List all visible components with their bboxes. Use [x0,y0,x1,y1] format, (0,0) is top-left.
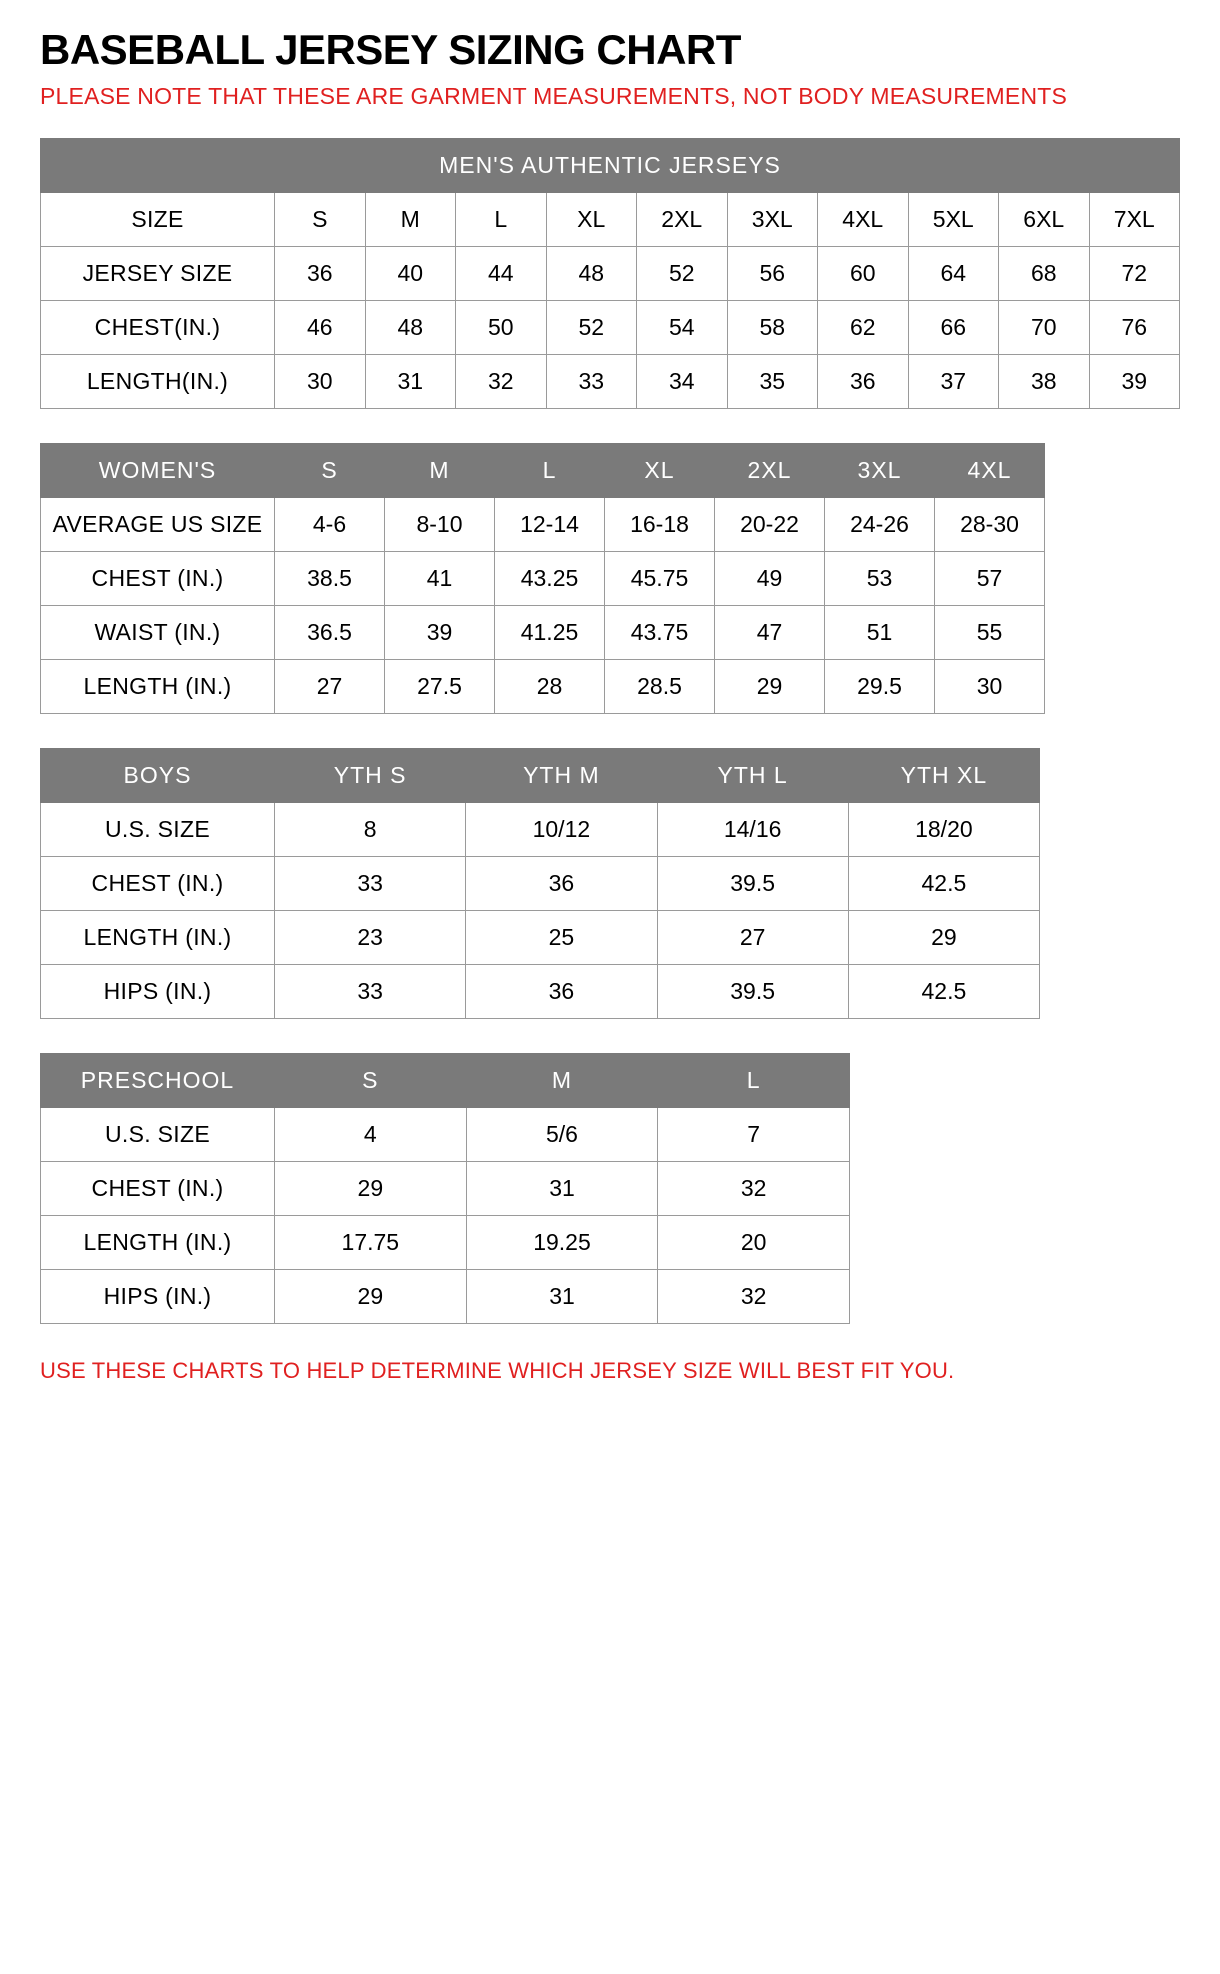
cell: 31 [466,1161,658,1215]
size-header: L [456,192,547,246]
cell: 51 [825,605,935,659]
cell: 33 [275,964,466,1018]
cell: 64 [908,246,999,300]
page-title: BASEBALL JERSEY SIZING CHART [40,26,741,73]
cell: 23 [275,910,466,964]
row-label: LENGTH (IN.) [41,1215,275,1269]
cell: 29 [275,1161,467,1215]
cell: 33 [546,354,637,408]
cell: 48 [365,300,456,354]
table-row [41,1269,850,1323]
cell: 41.25 [495,605,605,659]
header-label: SIZE [41,192,275,246]
size-header: S [275,443,385,497]
cell: 29 [848,910,1039,964]
cell: 76 [1089,300,1180,354]
row-label: U.S. SIZE [41,1107,275,1161]
cell: 29 [715,659,825,713]
cell: 52 [546,300,637,354]
table-header-row [41,748,1040,802]
cell: 70 [999,300,1090,354]
cell: 43.25 [495,551,605,605]
row-label: JERSEY SIZE [41,246,275,300]
footer-note: USE THESE CHARTS TO HELP DETERMINE WHICH JERSEY SIZE WILL BEST FIT YOU. [40,1357,955,1383]
cell: 17.75 [275,1215,467,1269]
table-row [41,605,1045,659]
row-label: HIPS (IN.) [41,1269,275,1323]
cell: 28-30 [935,497,1045,551]
size-header: M [365,192,456,246]
cell: 12-14 [495,497,605,551]
table-row [41,246,1180,300]
cell: 52 [637,246,728,300]
table-row [41,802,1040,856]
size-header: YTH M [466,748,657,802]
cell: 28 [495,659,605,713]
size-header: 7XL [1089,192,1180,246]
row-label: CHEST (IN.) [41,551,275,605]
cell: 27.5 [385,659,495,713]
table-row [41,1215,850,1269]
cell: 4-6 [275,497,385,551]
size-header: 2XL [715,443,825,497]
cell: 32 [658,1269,850,1323]
header-label: BOYS [41,748,275,802]
cell: 39 [1089,354,1180,408]
table-row [41,300,1180,354]
size-header: L [495,443,605,497]
row-label: LENGTH (IN.) [41,659,275,713]
size-header: XL [546,192,637,246]
cell: 55 [935,605,1045,659]
cell: 25 [466,910,657,964]
cell: 53 [825,551,935,605]
size-header: 6XL [999,192,1090,246]
size-header: M [385,443,495,497]
cell: 38.5 [275,551,385,605]
cell: 32 [658,1161,850,1215]
cell: 38 [999,354,1090,408]
cell: 50 [456,300,547,354]
row-label: LENGTH(IN.) [41,354,275,408]
boys-sizing-table [40,748,1040,1019]
cell: 41 [385,551,495,605]
size-header: 2XL [637,192,728,246]
cell: 36 [466,964,657,1018]
size-header: S [275,1053,467,1107]
size-header: S [275,192,366,246]
cell: 47 [715,605,825,659]
cell: 66 [908,300,999,354]
size-header: XL [605,443,715,497]
cell: 46 [275,300,366,354]
row-label: WAIST (IN.) [41,605,275,659]
cell: 49 [715,551,825,605]
table-row [41,551,1045,605]
row-label: AVERAGE US SIZE [41,497,275,551]
cell: 31 [466,1269,658,1323]
cell: 39 [385,605,495,659]
cell: 28.5 [605,659,715,713]
table-row [41,856,1040,910]
cell: 48 [546,246,637,300]
mens-banner-label: MEN'S AUTHENTIC JERSEYS [41,138,1180,192]
cell: 27 [657,910,848,964]
cell: 5/6 [466,1107,658,1161]
cell: 36 [466,856,657,910]
size-header: L [658,1053,850,1107]
cell: 4 [275,1107,467,1161]
cell: 54 [637,300,728,354]
cell: 40 [365,246,456,300]
cell: 8 [275,802,466,856]
row-label: HIPS (IN.) [41,964,275,1018]
cell: 72 [1089,246,1180,300]
cell: 24-26 [825,497,935,551]
cell: 56 [727,246,818,300]
cell: 39.5 [657,856,848,910]
table-row [41,1161,850,1215]
cell: 57 [935,551,1045,605]
cell: 18/20 [848,802,1039,856]
cell: 37 [908,354,999,408]
cell: 29 [275,1269,467,1323]
header-label: WOMEN'S [41,443,275,497]
cell: 32 [456,354,547,408]
table-banner-row [41,138,1180,192]
table-row [41,659,1045,713]
table-row [41,354,1180,408]
cell: 36.5 [275,605,385,659]
cell: 31 [365,354,456,408]
size-header: YTH XL [848,748,1039,802]
table-header-row [41,443,1045,497]
size-header: 5XL [908,192,999,246]
measurement-note: PLEASE NOTE THAT THESE ARE GARMENT MEASUREMENTS, NOT BODY MEASUREMENTS [40,83,1068,110]
cell: 42.5 [848,964,1039,1018]
cell: 44 [456,246,547,300]
size-header: 4XL [935,443,1045,497]
row-label: LENGTH (IN.) [41,910,275,964]
preschool-sizing-table [40,1053,850,1324]
size-header: 3XL [825,443,935,497]
cell: 33 [275,856,466,910]
cell: 29.5 [825,659,935,713]
cell: 16-18 [605,497,715,551]
row-label: CHEST (IN.) [41,1161,275,1215]
cell: 36 [818,354,909,408]
womens-sizing-table [40,443,1045,714]
row-label: CHEST(IN.) [41,300,275,354]
table-row [41,497,1045,551]
cell: 36 [275,246,366,300]
table-row [41,964,1040,1018]
cell: 62 [818,300,909,354]
row-label: CHEST (IN.) [41,856,275,910]
cell: 34 [637,354,728,408]
cell: 20-22 [715,497,825,551]
table-row [41,910,1040,964]
cell: 19.25 [466,1215,658,1269]
cell: 58 [727,300,818,354]
size-header: M [466,1053,658,1107]
table-header-row [41,192,1180,246]
cell: 39.5 [657,964,848,1018]
row-label: U.S. SIZE [41,802,275,856]
size-header: 4XL [818,192,909,246]
cell: 8-10 [385,497,495,551]
size-header: YTH S [275,748,466,802]
cell: 43.75 [605,605,715,659]
cell: 20 [658,1215,850,1269]
size-header: 3XL [727,192,818,246]
cell: 30 [935,659,1045,713]
cell: 30 [275,354,366,408]
cell: 45.75 [605,551,715,605]
cell: 14/16 [657,802,848,856]
cell: 68 [999,246,1090,300]
mens-sizing-table [40,138,1180,409]
cell: 60 [818,246,909,300]
cell: 35 [727,354,818,408]
cell: 7 [658,1107,850,1161]
table-header-row [41,1053,850,1107]
cell: 42.5 [848,856,1039,910]
table-row [41,1107,850,1161]
cell: 10/12 [466,802,657,856]
cell: 27 [275,659,385,713]
size-header: YTH L [657,748,848,802]
header-label: PRESCHOOL [41,1053,275,1107]
